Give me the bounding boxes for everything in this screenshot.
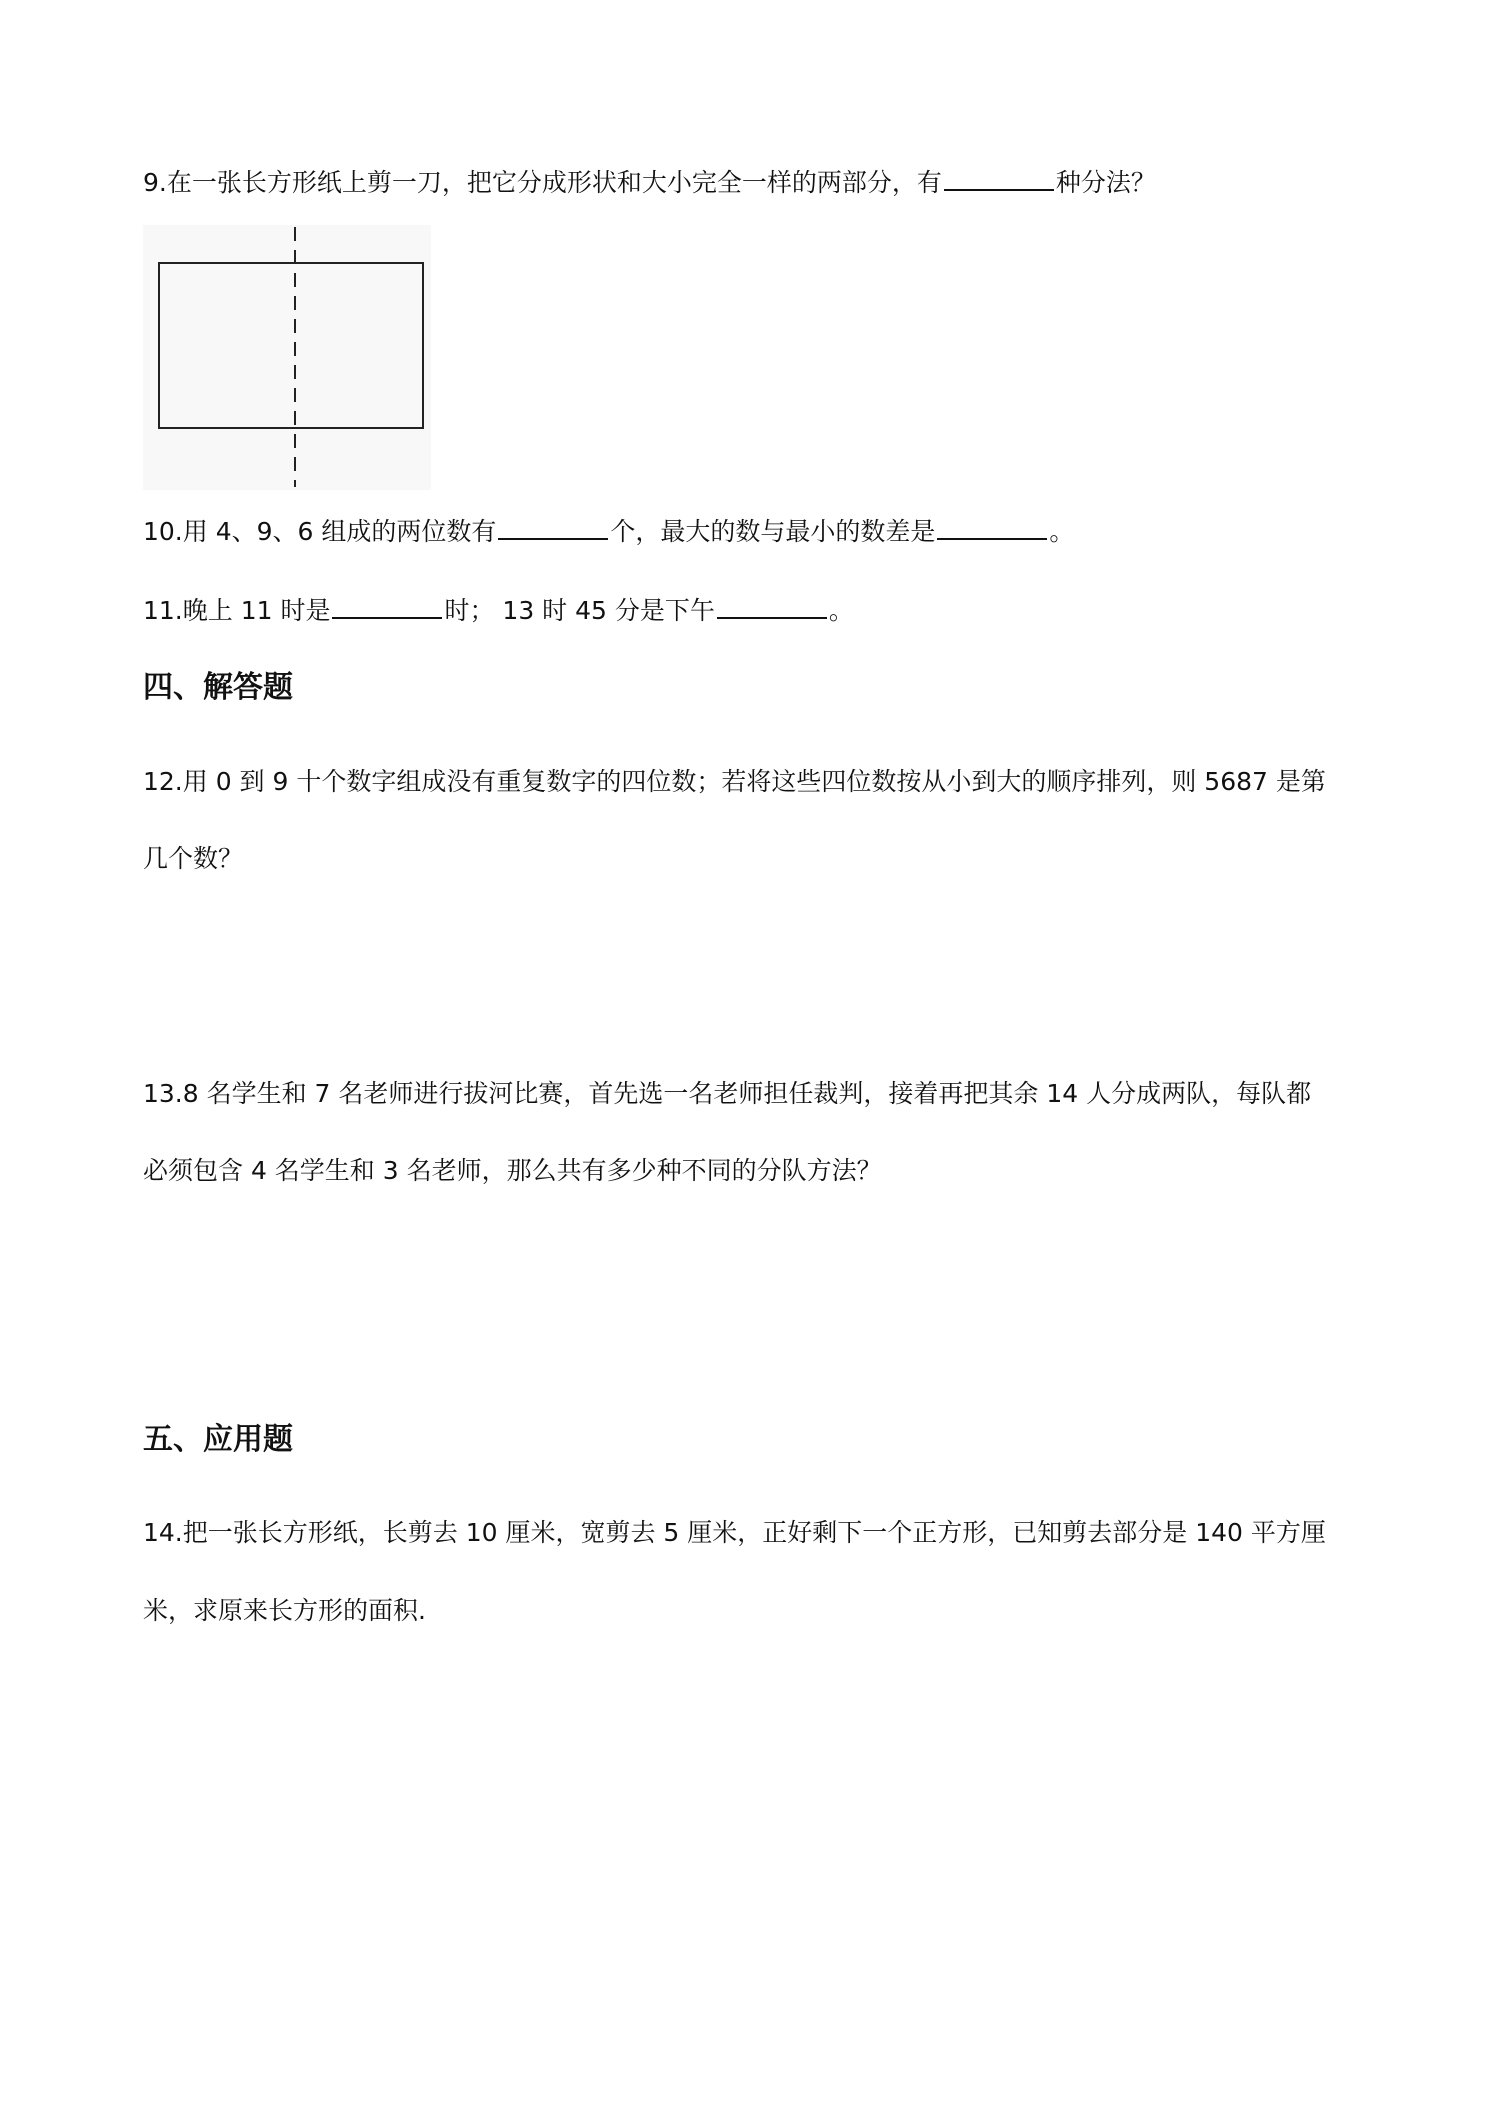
section-5-heading: 五、应用题 — [143, 1422, 293, 1457]
question-13-line-2: 必须包含 4 名学生和 3 名老师，那么共有多少种不同的分队方法？ — [143, 1156, 882, 1185]
question-14-line-1: 14.把一张长方形纸，长剪去 10 厘米，宽剪去 5 厘米，正好剩下一个正方形，已知剪去部分是 140 平方厘 — [143, 1518, 1326, 1547]
paper-rectangle — [159, 263, 423, 428]
answer-blank[interactable] — [937, 514, 1047, 540]
answer-blank[interactable] — [332, 593, 442, 619]
answer-blank[interactable] — [717, 593, 827, 619]
question-11-text-mid: 时； 13 时 45 分是下午 — [444, 596, 715, 625]
answer-blank[interactable] — [944, 165, 1054, 191]
question-11 — [143, 593, 854, 628]
question-13-line-1: 13.8 名学生和 7 名老师进行拔河比赛，首先选一名老师担任裁判，接着再把其余 14 人分成两队，每队都 — [143, 1079, 1312, 1108]
question-11-text-end: 。 — [828, 596, 854, 625]
rectangle-cut-diagram — [143, 225, 431, 490]
question-9 — [143, 165, 1156, 200]
question-9-text-end: 种分法？ — [1055, 168, 1156, 197]
question-10 — [143, 514, 1074, 549]
answer-blank[interactable] — [498, 514, 608, 540]
section-4-heading: 四、解答题 — [143, 670, 293, 705]
question-10-text-end: 。 — [1049, 517, 1075, 546]
question-10-text: 10.用 4、9、6 组成的两位数有 — [143, 517, 497, 546]
rectangle-cut-figure — [143, 225, 431, 490]
question-9-text: 9.在一张长方形纸上剪一刀，把它分成形状和大小完全一样的两部分，有 — [143, 168, 942, 197]
question-11-text: 11.晚上 11 时是 — [143, 596, 331, 625]
question-12-line-2: 几个数？ — [143, 844, 244, 873]
question-10-text-mid: 个，最大的数与最小的数差是 — [610, 517, 936, 546]
question-12-line-1: 12.用 0 到 9 十个数字组成没有重复数字的四位数；若将这些四位数按从小到大的顺序排列，则 5687 是第 — [143, 767, 1326, 796]
question-14-line-2: 米，求原来长方形的面积. — [143, 1596, 426, 1625]
